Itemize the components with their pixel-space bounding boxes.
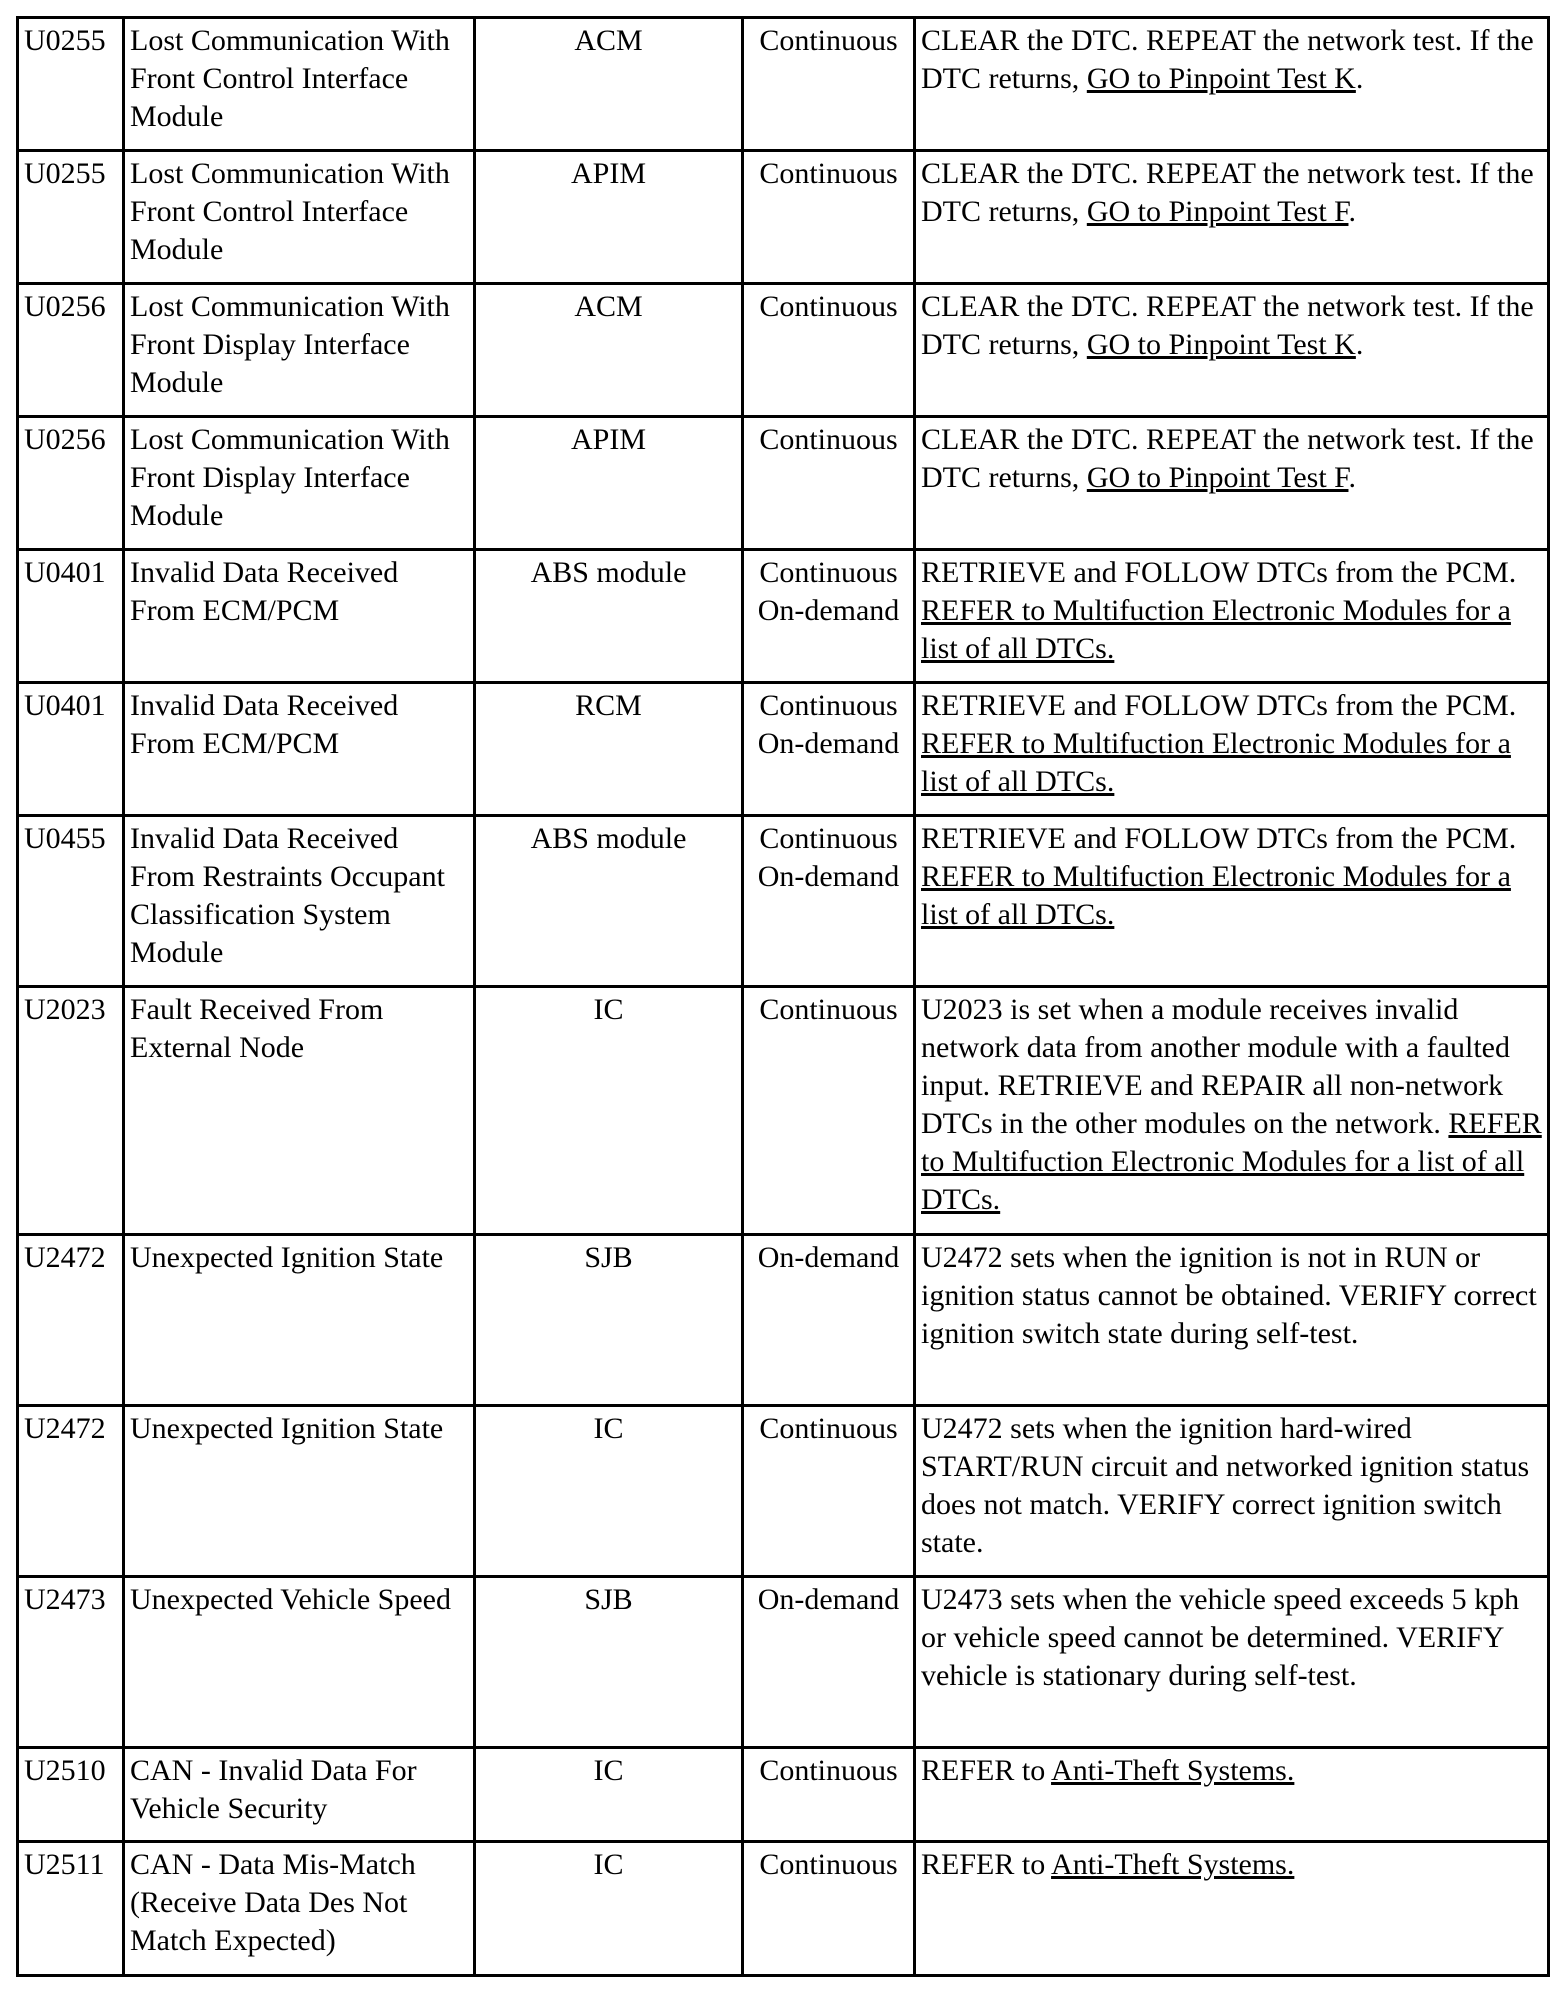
dtc-condition: On-demand <box>743 1235 915 1406</box>
dtc-module: IC <box>475 987 743 1235</box>
dtc-description: Invalid Data Received From ECM/PCM <box>124 550 475 683</box>
dtc-code: U0256 <box>18 284 124 417</box>
dtc-action <box>915 1842 1549 1976</box>
dtc-code: U0455 <box>18 816 124 987</box>
action-text: U2023 is set when a module receives invalid network data from another module with a faulted input. RETRIEVE and REPAIR all non-network DTCs in the other modules on the network. <box>921 993 1510 1140</box>
dtc-code: U2473 <box>18 1577 124 1748</box>
action-link[interactable]: GO to Pinpoint Test F <box>1086 461 1349 494</box>
action-after: . <box>1355 62 1364 95</box>
dtc-table-body <box>18 18 1549 1976</box>
dtc-action <box>915 1577 1549 1748</box>
dtc-action <box>915 1748 1549 1842</box>
table-row <box>18 1748 1549 1842</box>
dtc-action <box>915 1235 1549 1406</box>
dtc-condition: Continuous On-demand <box>743 683 915 816</box>
dtc-condition: Continuous <box>743 1748 915 1842</box>
action-text: U2472 sets when the ignition is not in RUN or ignition status cannot be obtained. VERIFY correct ignition switch state during self-test. <box>921 1241 1537 1350</box>
dtc-action <box>915 816 1549 987</box>
dtc-module: SJB <box>475 1235 743 1406</box>
action-after: . <box>1355 328 1364 361</box>
dtc-code: U2472 <box>18 1235 124 1406</box>
dtc-description: Invalid Data Received From ECM/PCM <box>124 683 475 816</box>
action-link[interactable]: REFER to Multifuction Electronic Modules for a list of all DTCs. <box>921 594 1511 665</box>
dtc-code: U2511 <box>18 1842 124 1976</box>
dtc-action <box>915 18 1549 151</box>
action-link[interactable]: GO to Pinpoint Test K <box>1086 328 1356 361</box>
dtc-condition: Continuous <box>743 18 915 151</box>
action-text: CLEAR the DTC. REPEAT the network test. If the DTC returns, <box>921 24 1534 95</box>
dtc-action <box>915 987 1549 1235</box>
table-row <box>18 284 1549 417</box>
dtc-description: Lost Communication With Front Display Interface Module <box>124 417 475 550</box>
dtc-code: U2023 <box>18 987 124 1235</box>
dtc-code: U2510 <box>18 1748 124 1842</box>
dtc-table <box>16 16 1550 1977</box>
dtc-action <box>915 417 1549 550</box>
dtc-description: Unexpected Ignition State <box>124 1235 475 1406</box>
dtc-module: SJB <box>475 1577 743 1748</box>
dtc-description: Lost Communication With Front Control Interface Module <box>124 151 475 284</box>
dtc-condition: Continuous <box>743 1406 915 1577</box>
dtc-module: ACM <box>475 18 743 151</box>
table-row <box>18 683 1549 816</box>
action-link[interactable]: REFER to Multifuction Electronic Modules for a list of all DTCs. <box>921 727 1511 798</box>
action-text: U2473 sets when the vehicle speed exceeds 5 kph or vehicle speed cannot be determined. VERIFY vehicle is stationary during self-test. <box>921 1583 1520 1692</box>
dtc-code: U0255 <box>18 151 124 284</box>
dtc-description: Unexpected Ignition State <box>124 1406 475 1577</box>
dtc-condition: Continuous On-demand <box>743 816 915 987</box>
table-row <box>18 1577 1549 1748</box>
action-text: CLEAR the DTC. REPEAT the network test. If the DTC returns, <box>921 290 1534 361</box>
dtc-condition: Continuous On-demand <box>743 550 915 683</box>
dtc-module: APIM <box>475 151 743 284</box>
table-row <box>18 1406 1549 1577</box>
dtc-code: U0401 <box>18 683 124 816</box>
action-link[interactable]: Anti-Theft Systems. <box>1051 1848 1295 1881</box>
dtc-code: U2472 <box>18 1406 124 1577</box>
dtc-action <box>915 1406 1549 1577</box>
dtc-description: CAN - Data Mis-Match (Receive Data Des Not Match Expected) <box>124 1842 475 1976</box>
dtc-module: IC <box>475 1842 743 1976</box>
action-text: U2472 sets when the ignition hard-wired START/RUN circuit and networked ignition status does not match. VERIFY correct ignition switch state. <box>921 1412 1530 1559</box>
dtc-description: Invalid Data Received From Restraints Occupant Classification System Module <box>124 816 475 987</box>
action-link[interactable]: REFER to Multifuction Electronic Modules for a list of all DTCs. <box>921 860 1511 931</box>
dtc-action <box>915 550 1549 683</box>
action-text: CLEAR the DTC. REPEAT the network test. If the DTC returns, <box>921 157 1534 228</box>
dtc-action <box>915 284 1549 417</box>
dtc-module: RCM <box>475 683 743 816</box>
dtc-description: Lost Communication With Front Control Interface Module <box>124 18 475 151</box>
dtc-description: Unexpected Vehicle Speed <box>124 1577 475 1748</box>
dtc-module: ABS module <box>475 550 743 683</box>
dtc-condition: On-demand <box>743 1577 915 1748</box>
dtc-condition: Continuous <box>743 987 915 1235</box>
action-text: REFER to <box>921 1754 1052 1787</box>
action-link[interactable]: GO to Pinpoint Test K <box>1086 62 1356 95</box>
action-after: . <box>1348 195 1356 228</box>
table-row <box>18 151 1549 284</box>
dtc-code: U0256 <box>18 417 124 550</box>
dtc-condition: Continuous <box>743 417 915 550</box>
dtc-module: IC <box>475 1406 743 1577</box>
dtc-description: Fault Received From External Node <box>124 987 475 1235</box>
table-row <box>18 550 1549 683</box>
table-row <box>18 816 1549 987</box>
table-row <box>18 417 1549 550</box>
dtc-action <box>915 683 1549 816</box>
action-text: RETRIEVE and FOLLOW DTCs from the PCM. <box>921 822 1517 855</box>
dtc-condition: Continuous <box>743 1842 915 1976</box>
dtc-condition: Continuous <box>743 284 915 417</box>
action-link[interactable]: Anti-Theft Systems. <box>1051 1754 1295 1787</box>
action-link[interactable]: REFER to Multifuction Electronic Modules for a list of all DTCs. <box>921 1107 1542 1216</box>
dtc-description: Lost Communication With Front Display Interface Module <box>124 284 475 417</box>
dtc-module: IC <box>475 1748 743 1842</box>
action-text: RETRIEVE and FOLLOW DTCs from the PCM. <box>921 689 1517 722</box>
table-row <box>18 987 1549 1235</box>
dtc-module: ABS module <box>475 816 743 987</box>
dtc-condition: Continuous <box>743 151 915 284</box>
table-row <box>18 18 1549 151</box>
dtc-description: CAN - Invalid Data For Vehicle Security <box>124 1748 475 1842</box>
action-text: RETRIEVE and FOLLOW DTCs from the PCM. <box>921 556 1517 589</box>
dtc-action <box>915 151 1549 284</box>
dtc-code: U0401 <box>18 550 124 683</box>
dtc-code: U0255 <box>18 18 124 151</box>
table-row <box>18 1842 1549 1976</box>
action-after: . <box>1348 461 1356 494</box>
action-link[interactable]: GO to Pinpoint Test F <box>1086 195 1349 228</box>
dtc-module: APIM <box>475 417 743 550</box>
action-text: REFER to <box>921 1848 1052 1881</box>
dtc-module: ACM <box>475 284 743 417</box>
table-row <box>18 1235 1549 1406</box>
action-text: CLEAR the DTC. REPEAT the network test. If the DTC returns, <box>921 423 1534 494</box>
